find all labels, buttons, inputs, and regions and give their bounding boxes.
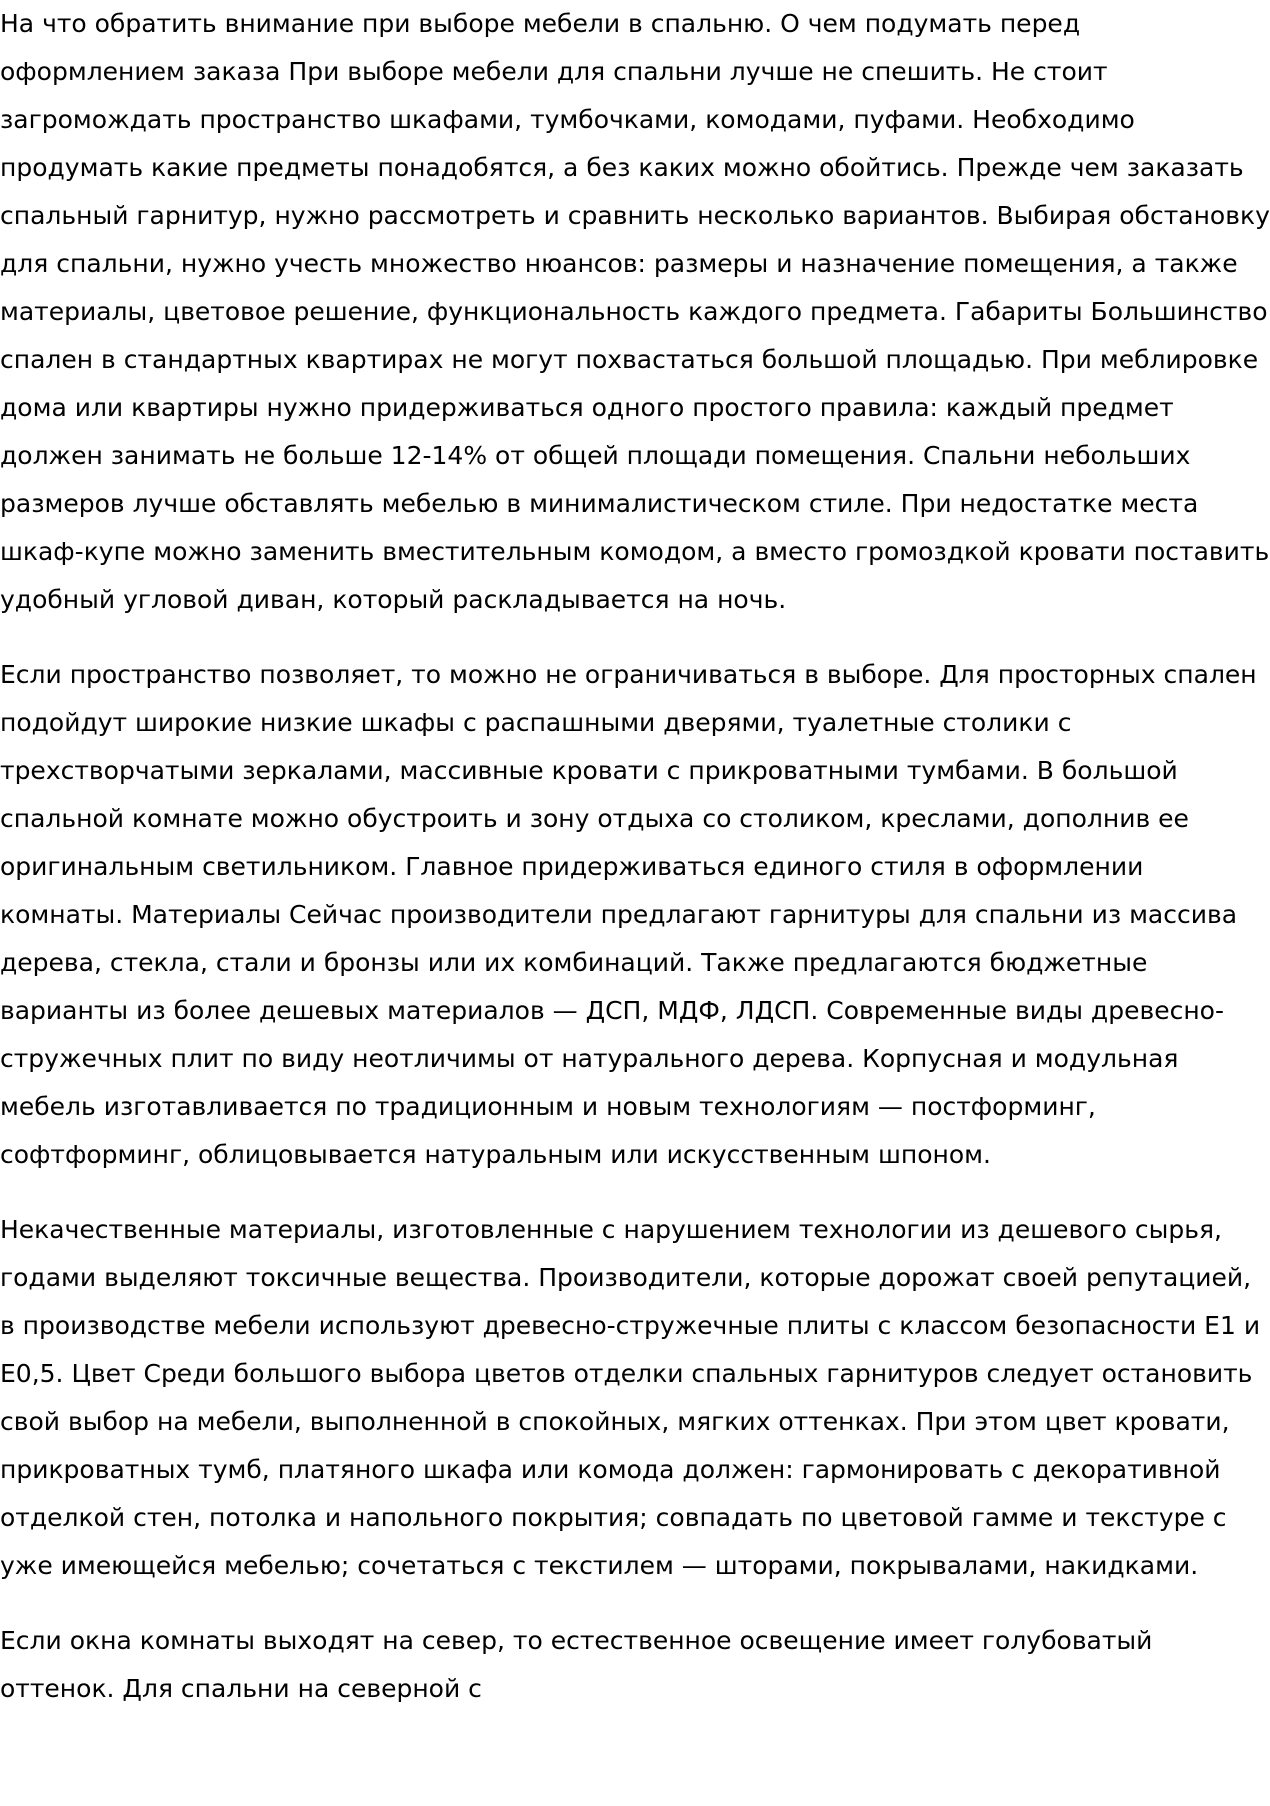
paragraph-3: Некачественные материалы, изготовленные с нарушением технологии из дешевого сырья, годами выделяют токсичные вещества. Производители, которые дорожат своей репутацией, в производстве мебели используют древесно-стружечные плиты с классом безопасности Е1 и Е0,5. Цвет Среди большого выбора цветов отделки спальных гарнитуров следует остановить свой выбор на мебели, выполненной в спокойных, мягких оттенках. При этом цвет кровати, прикроватных тумб, платяного шкафа или комода должен: гармонировать с декоративной отделкой стен, потолка и напольного покрытия; совпадать по цветовой гамме и текстуре с уже имеющейся мебелью; сочетаться с текстилем — шторами, покрывалами, накидками. — [0, 1215, 1261, 1580]
paragraph-1: На что обратить внимание при выборе мебели в спальню. О чем подумать перед оформлением заказа При выборе мебели для спальни лучше не спешить. Не стоит загромождать пространство шкафами, тумбочками, комодами, пуфами. Необходимо продумать какие предметы понадобятся, а без каких можно обойтись. Прежде чем заказать спальный гарнитур, нужно рассмотреть и сравнить несколько вариантов. Выбирая обстановку для спальни, нужно учесть множество нюансов: размеры и назначение помещения, а также материалы, цветовое решение, функциональность каждого предмета. Габариты Большинство спален в стандартных квартирах не могут похвастаться большой площадью. При меблировке дома или квартиры нужно придерживаться одного простого правила: каждый предмет должен занимать не больше 12-14% от общей площади помещения. Спальни небольших размеров лучше обставлять мебелью в минималистическом стиле. При недостатке места шкаф-купе можно заменить вместительным комодом, а вместо громоздкой кровати поставить удобный угловой диван, который раскладывается на ночь. — [0, 9, 1270, 614]
paragraph-2: Если пространство позволяет, то можно не ограничиваться в выборе. Для просторных спален подойдут широкие низкие шкафы с распашными дверями, туалетные столики с трехстворчатыми зеркалами, массивные кровати с прикроватными тумбами. В большой спальной комнате можно обустроить и зону отдыха со столиком, креслами, дополнив ее оригинальным светильником. Главное придерживаться единого стиля в оформлении комнаты. Материалы Сейчас производители предлагают гарнитуры для спальни из массива дерева, стекла, стали и бронзы или их комбинаций. Также предлагаются бюджетные варианты из более дешевых материалов — ДСП, МДФ, ЛДСП. Современные виды древесно-стружечных плит по виду неотличимы от натурального дерева. Корпусная и модульная мебель изготавливается по традиционным и новым технологиям — постформинг, софтформинг, облицовывается натуральным или искусственным шпоном. — [0, 660, 1257, 1169]
paragraph-4: Если окна комнаты выходят на север, то естественное освещение имеет голубоватый оттенок. Для спальни на северной с — [0, 1626, 1153, 1703]
